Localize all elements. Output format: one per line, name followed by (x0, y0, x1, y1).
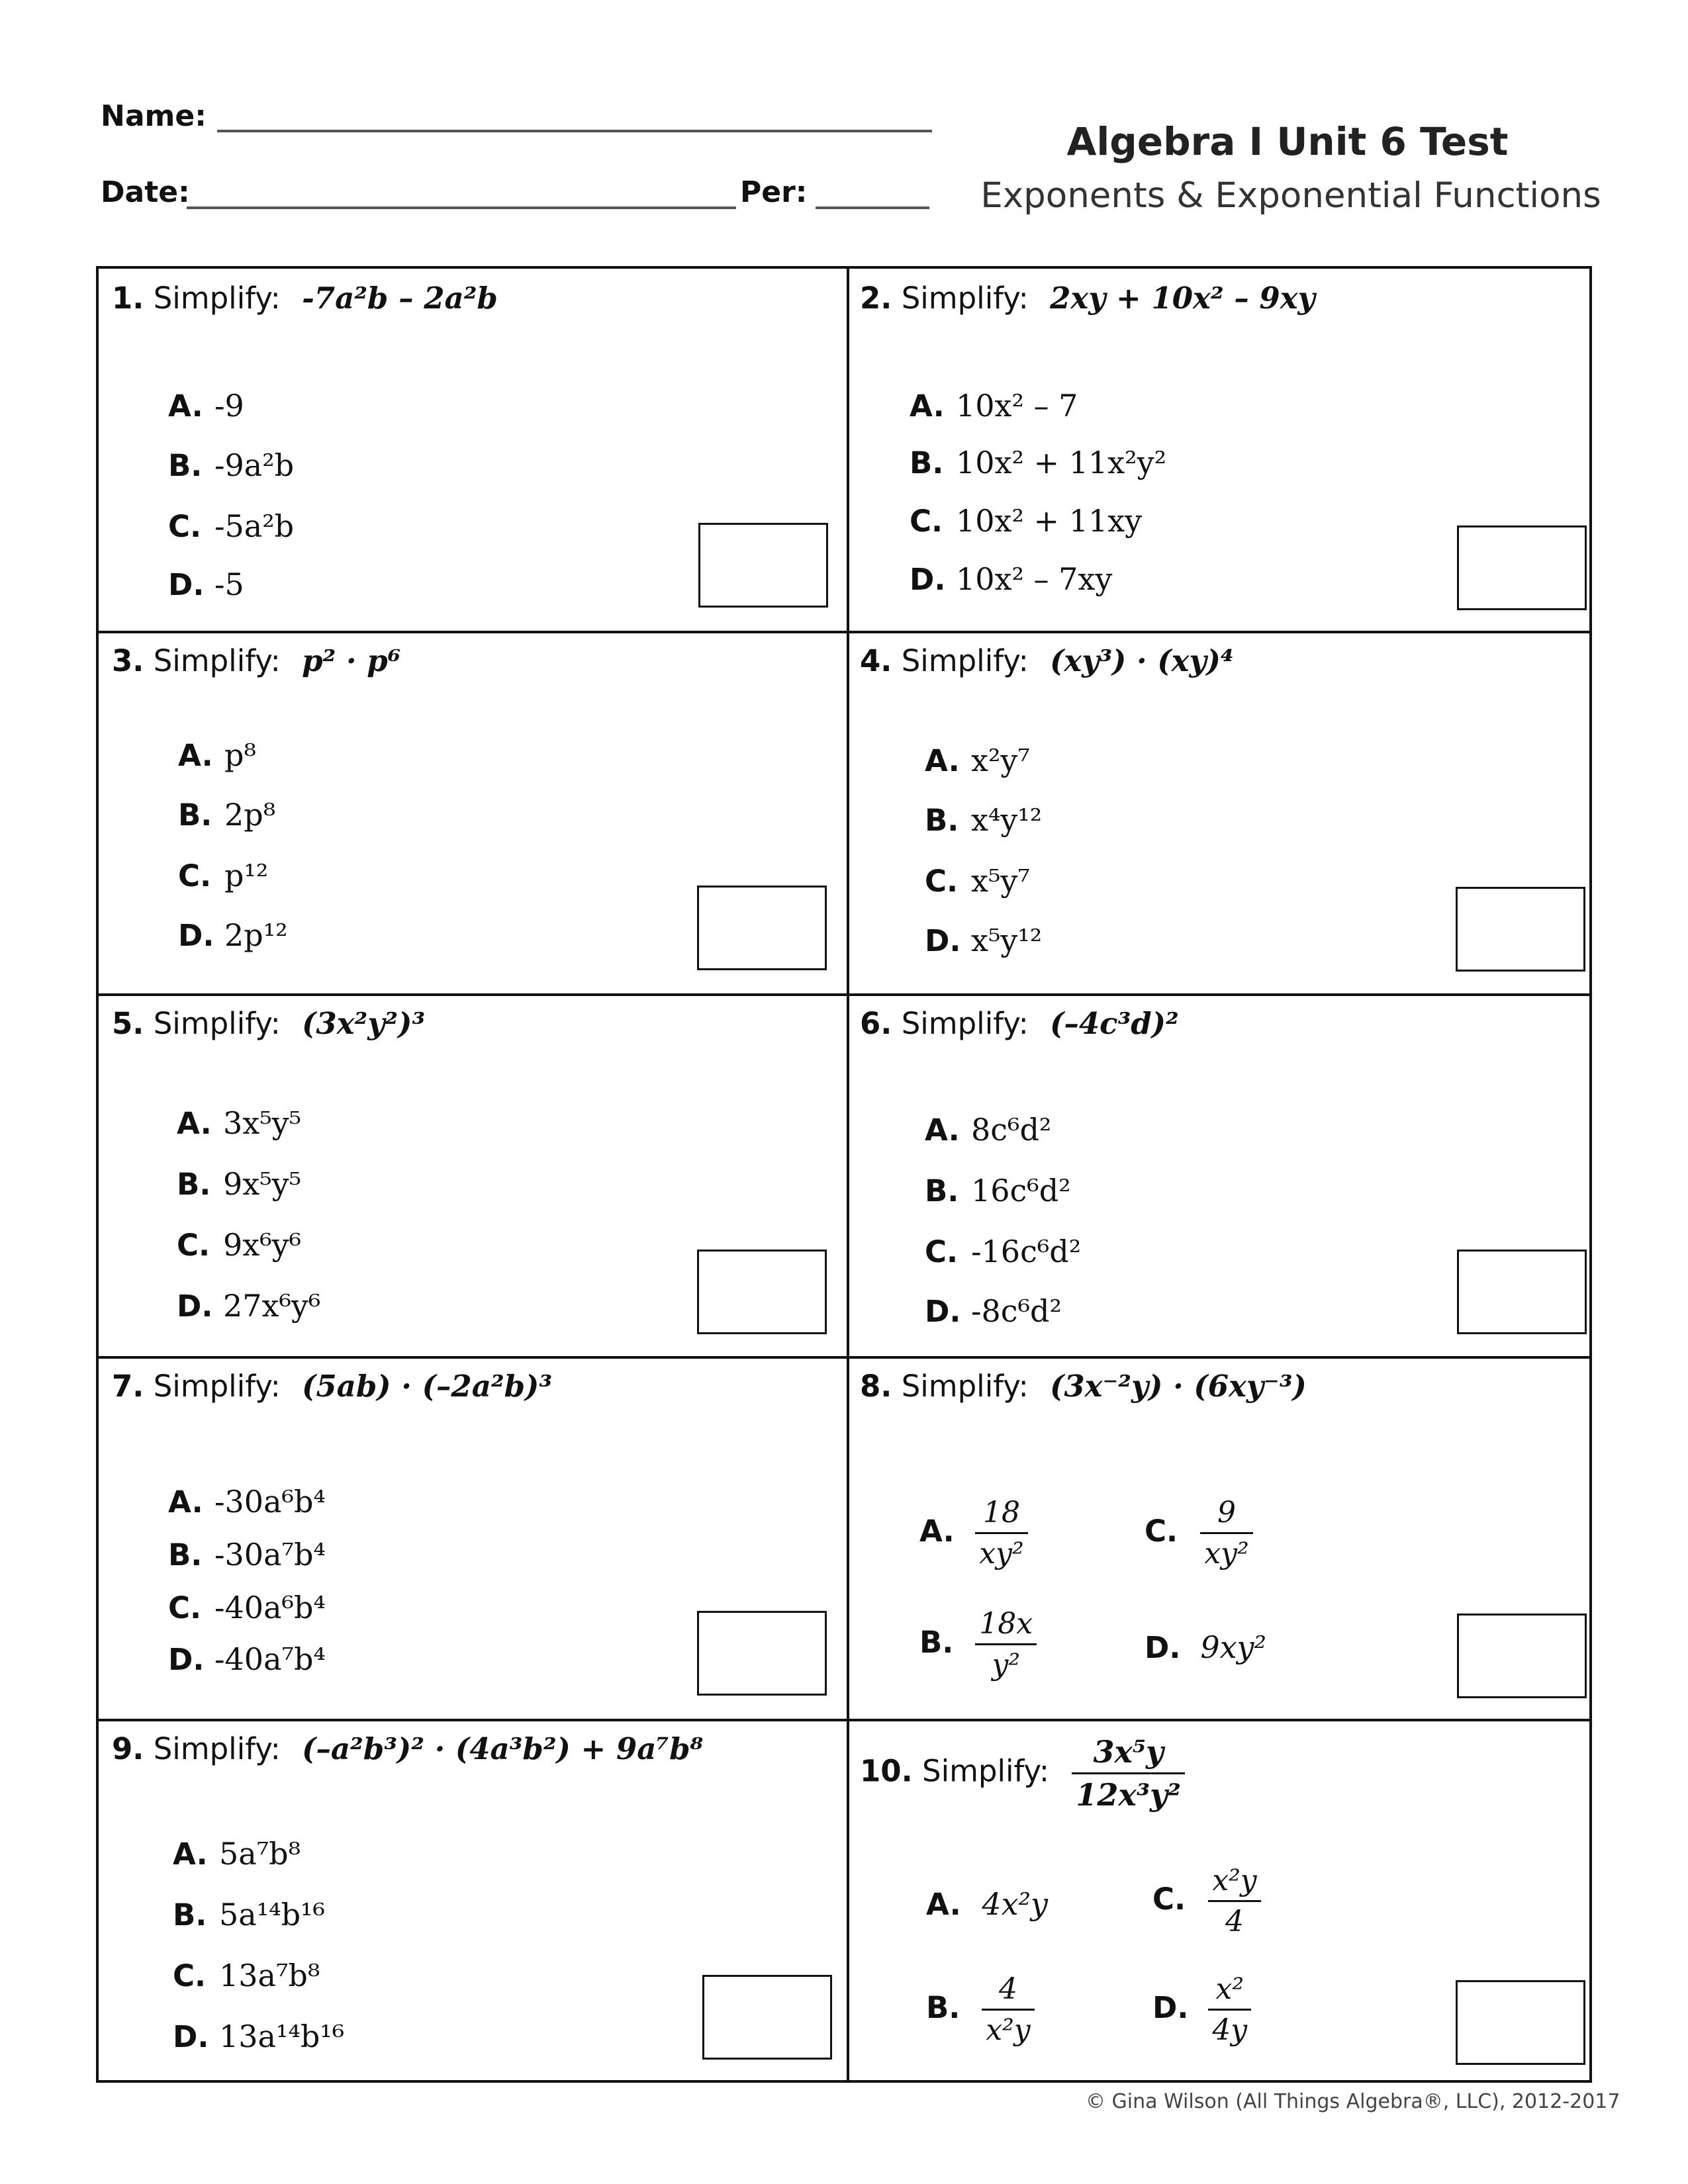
question-prompt (112, 281, 498, 316)
option-b[interactable] (919, 1607, 1037, 1682)
question-prompt (112, 1006, 425, 1041)
option-letter: D. (910, 562, 946, 597)
question-number: 2. (860, 281, 892, 316)
expression: (3x⁻²y) · (6xy⁻³) (1050, 1369, 1307, 1404)
answer-box[interactable] (697, 1250, 827, 1334)
option-b[interactable] (925, 1173, 1071, 1208)
option-d[interactable] (910, 561, 1112, 597)
answer-box[interactable] (1457, 1614, 1587, 1698)
question-6 (847, 994, 1595, 1357)
option-value: p¹² (224, 858, 269, 893)
option-letter: D. (178, 918, 214, 953)
option-letter: A. (919, 1513, 955, 1549)
question-prompt (112, 1369, 552, 1404)
option-value: x⁵y⁷ (971, 863, 1030, 899)
option-letter: A. (925, 743, 960, 778)
option-value: 27x⁶y⁶ (223, 1288, 321, 1324)
expression-fraction (1072, 1734, 1184, 1813)
option-letter: D. (168, 567, 205, 602)
option-value: 2p⁸ (224, 797, 276, 833)
option-letter: A. (168, 1484, 203, 1520)
option-value: -5 (214, 567, 244, 602)
numerator: 9 (1217, 1496, 1236, 1529)
option-letter: C. (1145, 1513, 1178, 1549)
prompt-text: Simplify: (153, 281, 281, 316)
option-letter: A. (178, 738, 213, 773)
question-prompt (860, 1369, 1307, 1404)
answer-box[interactable] (1457, 1250, 1587, 1334)
denominator: 4 (1208, 1900, 1260, 1938)
fraction (982, 1972, 1034, 2047)
prompt-text: Simplify: (901, 1369, 1029, 1404)
fraction (1208, 1972, 1251, 2047)
option-a[interactable] (173, 1836, 301, 1872)
option-value: x⁴y¹² (971, 802, 1043, 838)
numerator: x²y (1212, 1864, 1257, 1897)
prompt-text: Simplify: (901, 281, 1029, 316)
fraction (1200, 1496, 1252, 1570)
answer-box[interactable] (697, 1611, 827, 1696)
prompt-text: Simplify: (901, 1006, 1029, 1041)
option-c[interactable] (925, 863, 1030, 899)
option-c[interactable] (168, 1590, 326, 1625)
option-d[interactable] (178, 917, 288, 953)
question-number: 3. (112, 643, 144, 678)
option-value: 4x²y (982, 1886, 1048, 1922)
option-letter: A. (177, 1106, 212, 1141)
option-a[interactable] (919, 1496, 1028, 1570)
prompt-text: Simplify: (901, 643, 1029, 678)
expression: 2xy + 10x² – 9xy (1050, 281, 1315, 316)
option-value: x²y⁷ (971, 743, 1030, 778)
question-prompt (112, 1731, 703, 1766)
option-d[interactable] (173, 2019, 344, 2054)
option-letter: B. (919, 1624, 954, 1660)
expression: -7a²b – 2a²b (302, 281, 498, 316)
expression: (xy³) · (xy)⁴ (1050, 643, 1234, 678)
option-a[interactable] (168, 1484, 326, 1520)
option-a[interactable] (168, 388, 244, 424)
option-value: x⁵y¹² (971, 923, 1043, 958)
option-value: 3x⁵y⁵ (223, 1105, 302, 1141)
option-letter: B. (178, 797, 212, 833)
option-letter: B. (177, 1167, 211, 1202)
question-number: 6. (860, 1006, 892, 1041)
option-value: 10x² + 11xy (956, 503, 1143, 539)
option-letter: D. (925, 1294, 961, 1329)
question-3 (99, 631, 847, 995)
expression: (–a²b³)² · (4a³b²) + 9a⁷b⁸ (302, 1731, 704, 1766)
option-d[interactable] (168, 1641, 326, 1677)
prompt-text: Simplify: (922, 1753, 1050, 1789)
question-number: 1. (112, 281, 144, 316)
question-2 (847, 269, 1595, 632)
expression: (3x²y²)³ (302, 1006, 426, 1041)
option-letter: D. (1152, 1989, 1189, 2025)
numerator: 4 (998, 1972, 1017, 2006)
prompt-text: Simplify: (153, 643, 281, 678)
denominator: xy² (1200, 1532, 1252, 1570)
option-b[interactable] (178, 797, 275, 833)
option-letter: A. (168, 388, 203, 424)
question-prompt (860, 643, 1234, 678)
date-field[interactable] (187, 206, 736, 209)
option-letter: B. (926, 1989, 961, 2025)
option-value: 13a⁷b⁸ (219, 1958, 320, 1993)
option-value: 2p¹² (224, 917, 288, 953)
denominator: 4y (1208, 2009, 1251, 2047)
option-value: 5a⁷b⁸ (219, 1836, 301, 1872)
option-b[interactable] (925, 802, 1042, 838)
option-value: p⁸ (224, 737, 256, 773)
option-value: 8c⁶d² (971, 1112, 1052, 1148)
option-value: 10x² + 11x²y² (956, 445, 1167, 480)
question-10 (847, 1719, 1595, 2083)
numerator: 3x⁵y (1093, 1734, 1164, 1770)
option-letter: C. (173, 1958, 207, 1993)
option-a[interactable] (925, 1112, 1051, 1148)
option-letter: B. (925, 1173, 959, 1208)
option-value: -8c⁶d² (971, 1293, 1062, 1329)
option-a[interactable] (178, 737, 256, 773)
date-label: Date: (101, 175, 190, 209)
denominator: 12x³y² (1072, 1772, 1184, 1813)
page-subtitle: Exponents & Exponential Functions (980, 175, 1601, 216)
option-letter: B. (910, 445, 944, 480)
option-d[interactable] (168, 567, 244, 602)
option-letter: C. (178, 858, 212, 893)
option-d[interactable] (1145, 1629, 1266, 1665)
question-number: 4. (860, 643, 892, 678)
option-b[interactable] (168, 447, 294, 483)
question-1 (99, 269, 847, 632)
option-value: -30a⁷b⁴ (214, 1537, 326, 1572)
option-b[interactable] (177, 1166, 301, 1202)
option-letter: B. (173, 1897, 207, 1933)
option-b[interactable] (910, 445, 1166, 480)
question-5 (99, 994, 847, 1357)
option-a[interactable] (910, 388, 1078, 424)
question-grid (96, 266, 1592, 2083)
option-value: -40a⁷b⁴ (214, 1641, 326, 1677)
option-letter: A. (925, 1113, 960, 1148)
page-title: Algebra I Unit 6 Test (1066, 119, 1509, 164)
option-value: 16c⁶d² (971, 1173, 1071, 1208)
question-8 (847, 1357, 1595, 1720)
fraction (975, 1496, 1027, 1570)
question-number: 9. (112, 1731, 144, 1766)
question-prompt (860, 1734, 1185, 1813)
option-letter: C. (168, 509, 202, 544)
option-b[interactable] (926, 1972, 1035, 2047)
option-c[interactable] (910, 503, 1142, 539)
option-letter: D. (168, 1642, 205, 1677)
option-value: -9a²b (214, 447, 295, 483)
option-letter: A. (173, 1837, 208, 1872)
option-value: 9x⁶y⁶ (223, 1227, 302, 1263)
option-c[interactable] (925, 1234, 1081, 1269)
question-number: 10. (860, 1753, 913, 1789)
option-value: 5a¹⁴b¹⁶ (219, 1897, 325, 1933)
name-label: Name: (101, 99, 207, 133)
option-letter: C. (925, 1234, 959, 1269)
option-letter: C. (910, 504, 943, 539)
option-letter: C. (177, 1228, 211, 1263)
option-letter: D. (925, 923, 961, 958)
option-b[interactable] (168, 1537, 326, 1572)
option-letter: D. (173, 2019, 209, 2054)
option-value: -16c⁶d² (971, 1234, 1082, 1269)
option-a[interactable] (926, 1886, 1048, 1922)
question-number: 7. (112, 1369, 144, 1404)
numerator: x² (1215, 1972, 1244, 2006)
fraction (1208, 1864, 1260, 1938)
expression: (–4c³d)² (1050, 1006, 1179, 1041)
option-value: 10x² – 7 (956, 388, 1078, 424)
answer-box[interactable] (698, 523, 828, 608)
option-value: -5a²b (214, 508, 295, 544)
option-value: -40a⁶b⁴ (214, 1590, 326, 1625)
expression: (5ab) · (–2a²b)³ (302, 1369, 553, 1404)
option-d[interactable] (925, 1293, 1062, 1329)
numerator: 18 (982, 1496, 1020, 1529)
option-letter: D. (177, 1289, 213, 1324)
option-c[interactable] (168, 508, 294, 544)
option-c[interactable] (173, 1958, 320, 1993)
option-value: 9xy² (1200, 1629, 1266, 1665)
option-letter: A. (910, 388, 945, 424)
option-value: -9 (214, 388, 244, 424)
option-b[interactable] (173, 1897, 325, 1933)
denominator: y² (975, 1643, 1037, 1682)
option-value: 10x² – 7xy (956, 561, 1113, 597)
question-number: 8. (860, 1369, 892, 1404)
option-letter: C. (1152, 1881, 1186, 1917)
copyright-notice: © Gina Wilson (All Things Algebra®, LLC), 2012-2017 (1086, 2090, 1620, 2113)
per-label: Per: (740, 175, 808, 209)
option-letter: B. (168, 1537, 203, 1572)
prompt-text: Simplify: (153, 1731, 281, 1766)
question-prompt (112, 643, 400, 678)
option-d[interactable] (925, 923, 1042, 958)
numerator: 18x (979, 1607, 1033, 1641)
option-letter: B. (168, 448, 203, 483)
prompt-text: Simplify: (153, 1006, 281, 1041)
answer-box[interactable] (1456, 1980, 1585, 2065)
expression: p² · p⁶ (302, 643, 401, 678)
option-letter: B. (925, 803, 959, 838)
name-field[interactable] (217, 130, 932, 132)
option-d[interactable] (1152, 1972, 1251, 2047)
question-4 (847, 631, 1595, 995)
option-c[interactable] (1152, 1864, 1261, 1938)
prompt-text: Simplify: (153, 1369, 281, 1404)
denominator: xy² (975, 1532, 1027, 1570)
option-letter: D. (1145, 1630, 1181, 1665)
question-prompt (860, 281, 1315, 316)
answer-box[interactable] (1456, 887, 1585, 972)
option-a[interactable] (925, 743, 1030, 778)
question-prompt (860, 1006, 1179, 1041)
option-c[interactable] (178, 858, 268, 893)
answer-box[interactable] (1457, 525, 1587, 610)
question-7 (99, 1357, 847, 1720)
option-a[interactable] (177, 1105, 301, 1141)
fraction (975, 1607, 1037, 1682)
option-letter: C. (168, 1590, 202, 1625)
option-value: 13a¹⁴b¹⁶ (219, 2019, 345, 2054)
option-value: 9x⁵y⁵ (223, 1166, 302, 1202)
answer-box[interactable] (697, 886, 827, 970)
option-c[interactable] (177, 1227, 301, 1263)
question-9 (99, 1719, 847, 2083)
option-value: -30a⁶b⁴ (214, 1484, 326, 1520)
period-field[interactable] (816, 206, 929, 209)
answer-box[interactable] (702, 1975, 832, 2060)
option-d[interactable] (177, 1288, 320, 1324)
option-letter: C. (925, 864, 959, 899)
denominator: x²y (982, 2009, 1034, 2047)
option-letter: A. (926, 1887, 961, 1922)
option-c[interactable] (1145, 1496, 1253, 1570)
question-number: 5. (112, 1006, 144, 1041)
